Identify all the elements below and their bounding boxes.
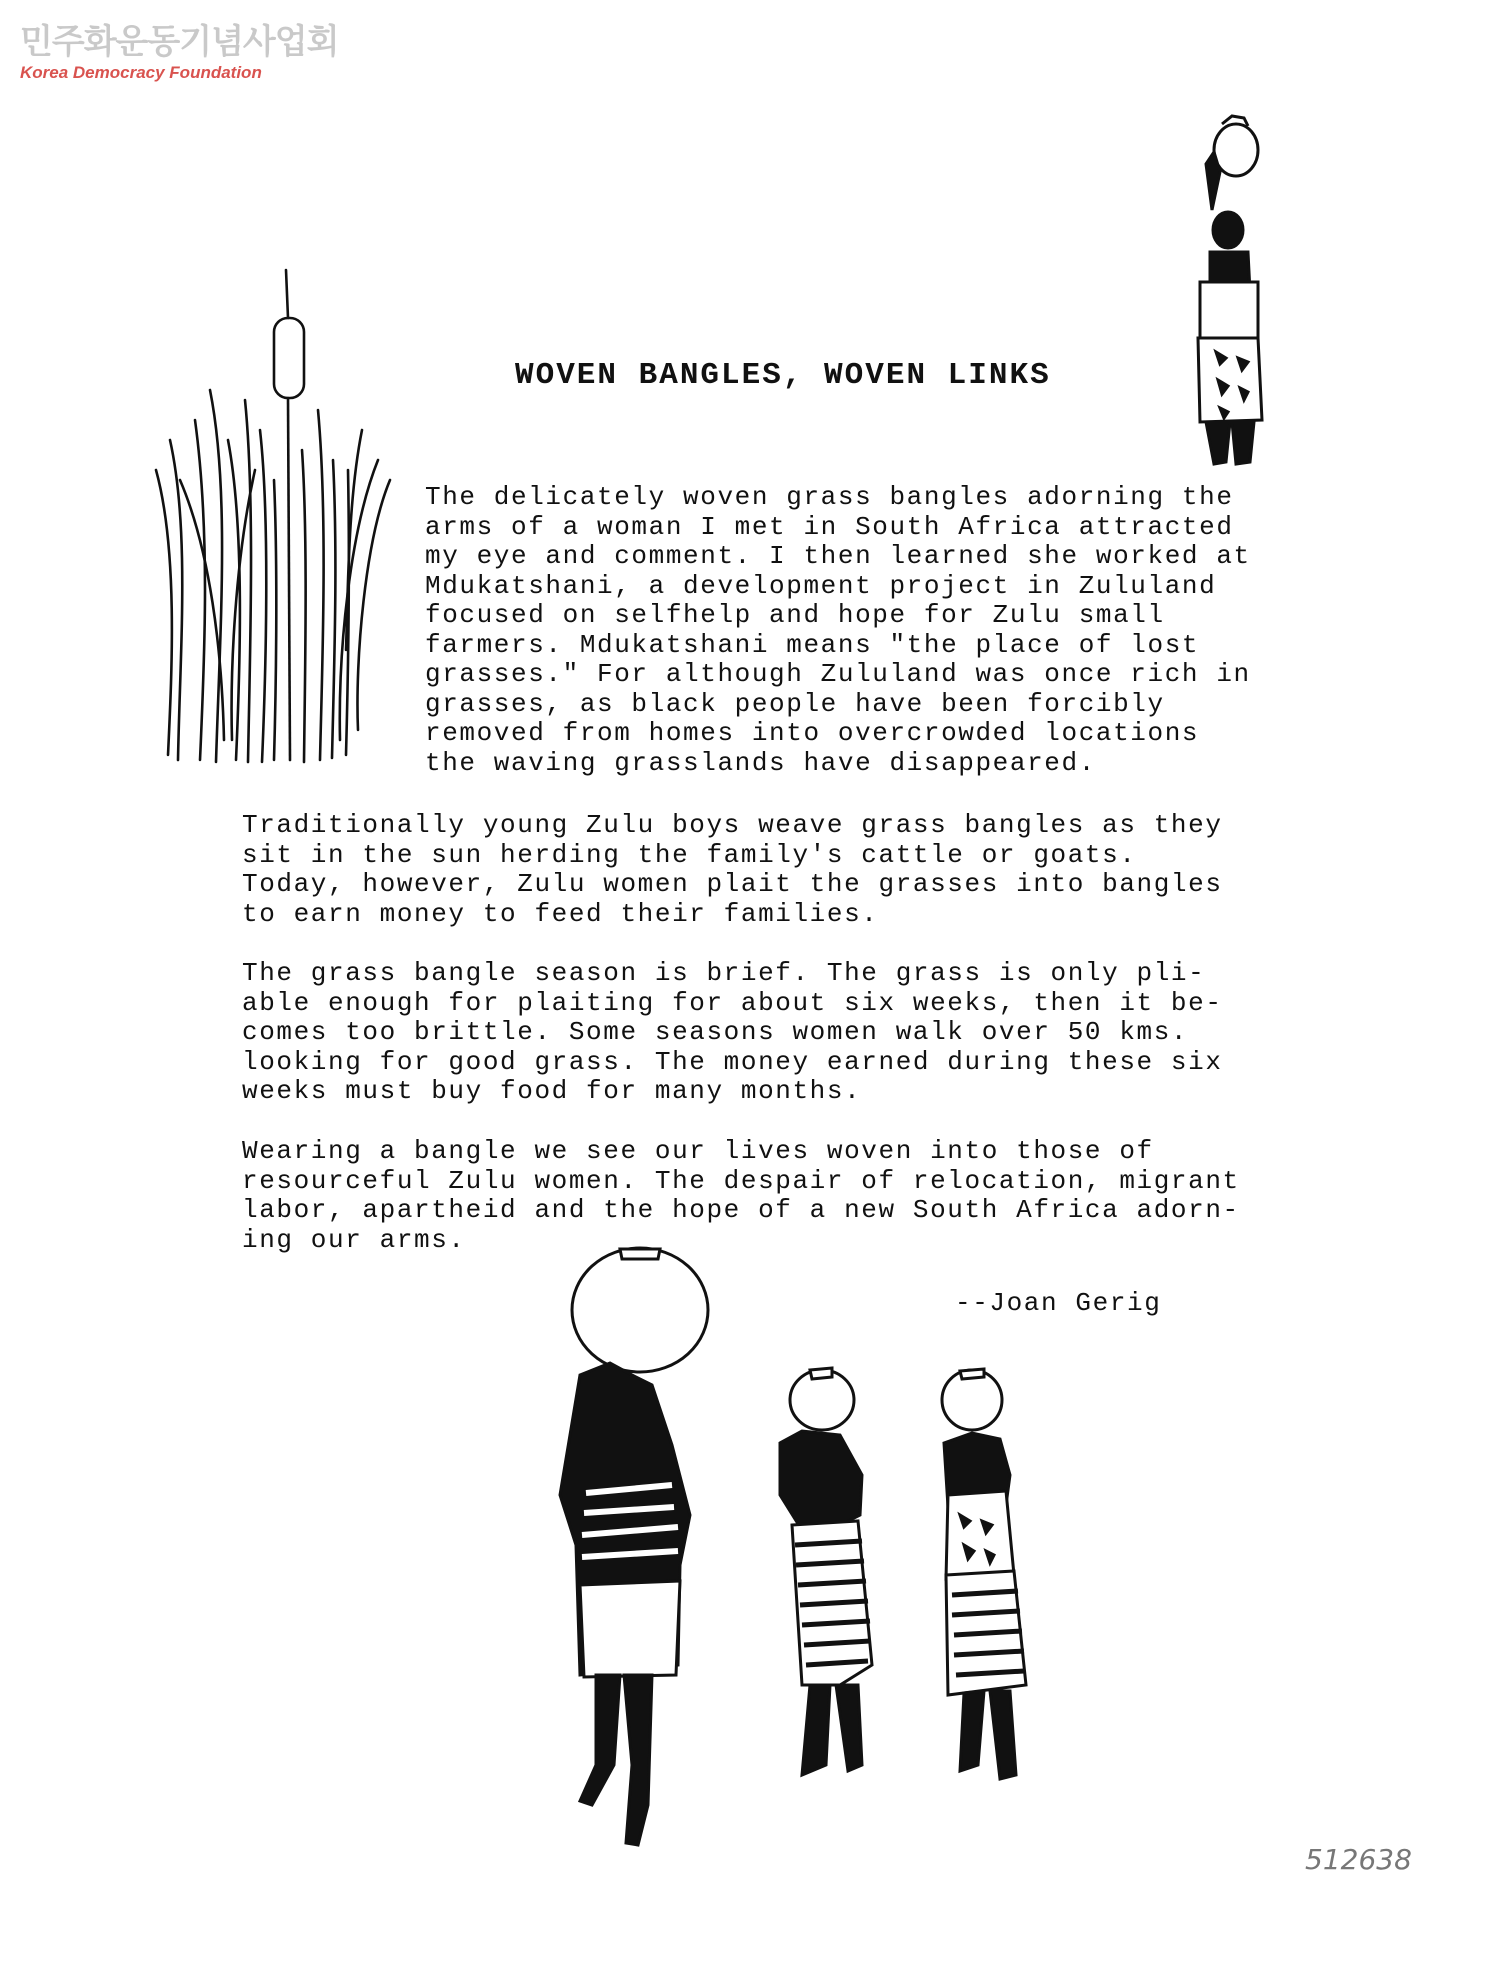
text-line: arms of a woman I met in South Africa attracted	[425, 511, 1234, 542]
text-line: Mdukatshani, a development project in Zululand	[425, 570, 1217, 601]
text-line: The grass bangle season is brief. The grass is only pli-	[242, 958, 1206, 988]
text-line: labor, apartheid and the hope of a new South Africa adorn-	[242, 1195, 1240, 1225]
text-line: ing our arms.	[242, 1224, 466, 1255]
text-line: the waving grasslands have disappeared.	[425, 747, 1096, 778]
watermark-korean: 민주화운동기념사업회	[20, 22, 339, 62]
archive-number: 512638	[1305, 1843, 1412, 1876]
text-line: Traditionally young Zulu boys weave grass bangles as they	[242, 810, 1223, 840]
article-title: WOVEN BANGLES, WOVEN LINKS	[515, 358, 1051, 393]
text-line: Wearing a bangle we see our lives woven into those of	[242, 1136, 1154, 1166]
text-line: my eye and comment. I then learned she worked at	[425, 541, 1251, 571]
text-line: comes too brittle. Some seasons women walk over 50 kms.	[242, 1017, 1189, 1047]
watermark-english: Korea Democracy Foundation	[20, 63, 262, 82]
text-line: farmers. Mdukatshani means "the place of lost	[425, 629, 1200, 660]
text-line: removed from homes into overcrowded locations	[425, 718, 1200, 748]
paragraph-2	[242, 811, 1223, 929]
paragraph-1	[425, 483, 1251, 778]
text-line: grasses, as black people have been forcibly	[425, 688, 1165, 719]
text-line: weeks must buy food for many months.	[242, 1076, 862, 1106]
paragraph-3	[242, 959, 1223, 1107]
text-line: to earn money to feed their families.	[242, 898, 879, 929]
paragraph-4	[242, 1137, 1240, 1255]
text-line: able enough for plaiting for about six weeks, then it be-	[242, 987, 1223, 1018]
text-line: grasses." For although Zululand was once rich in	[425, 659, 1251, 689]
author-signature: --Joan Gerig	[955, 1288, 1162, 1318]
text-line: Today, however, Zulu women plait the grasses into bangles	[242, 869, 1223, 899]
text-line: looking for good grass. The money earned during these six	[242, 1046, 1223, 1077]
text-line: sit in the sun herding the family's cattle or goats.	[242, 839, 1137, 870]
women-carrying-pots-illustration	[540, 1245, 1060, 1885]
grass-illustration	[150, 270, 390, 770]
woman-carrying-pot-illustration	[1170, 112, 1280, 472]
foundation-watermark	[20, 22, 338, 84]
text-line: focused on selfhelp and hope for Zulu small	[425, 600, 1165, 630]
text-line: resourceful Zulu women. The despair of relocation, migrant	[242, 1165, 1240, 1196]
text-line: The delicately woven grass bangles adorning the	[425, 482, 1234, 512]
